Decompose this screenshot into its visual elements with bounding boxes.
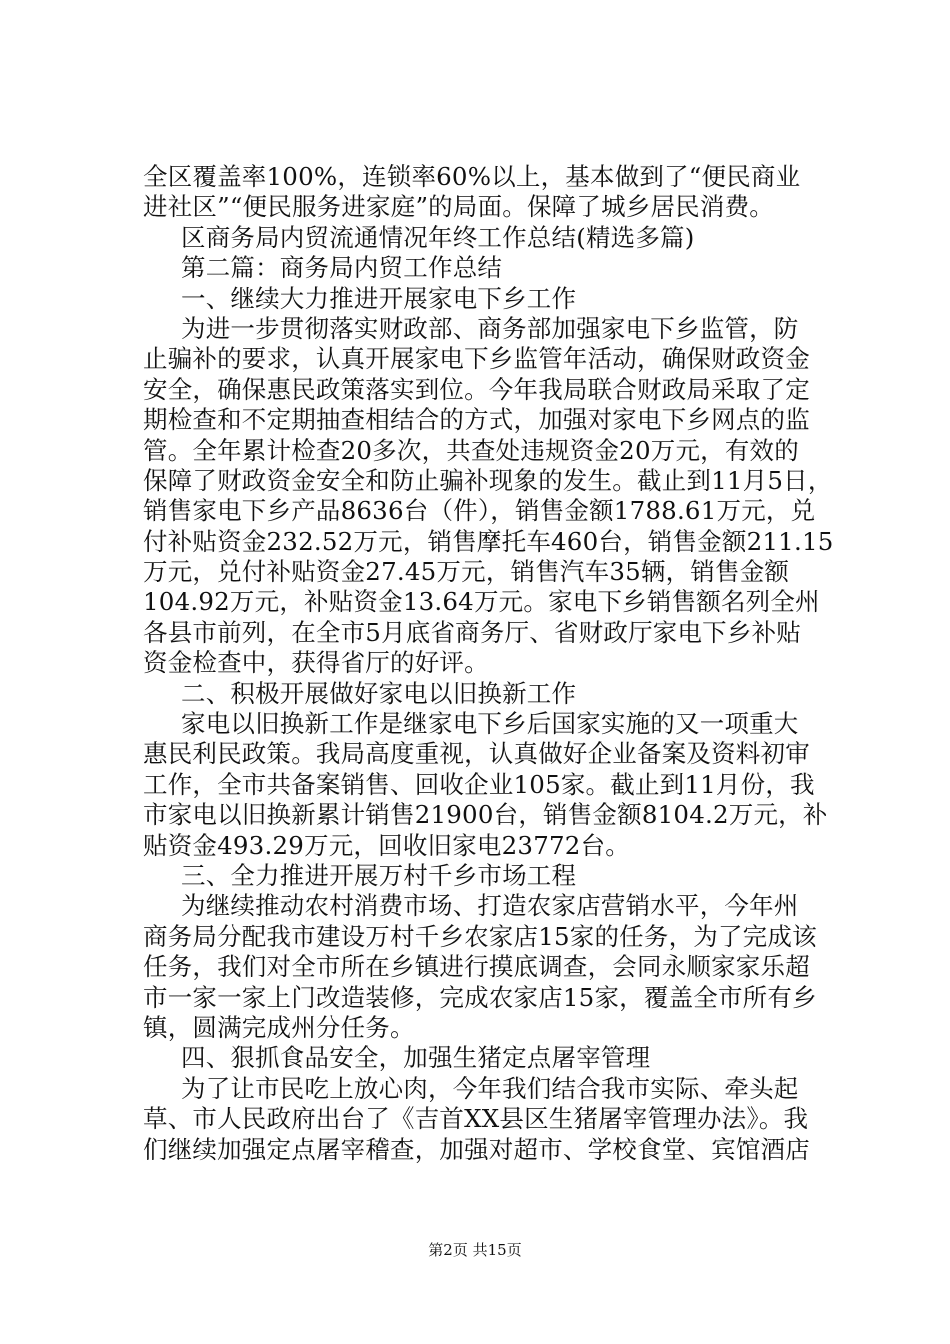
text-line: 安全，确保惠民政策落实到位。今年我局联合财政局采取了定 <box>143 374 810 404</box>
section-heading: 二、积极开展做好家电以旧换新工作 <box>181 678 577 708</box>
text-line: 市家电以旧换新累计销售21900台，销售金额8104.2万元，补 <box>143 800 828 830</box>
text-line: 销售家电下乡产品8636台（件），销售金额1788.61万元，兑 <box>143 496 816 526</box>
text-line: 市一家一家上门改造装修，完成农家店15家，覆盖全市所有乡 <box>143 982 817 1012</box>
text-line: 商务局分配我市建设万村千乡农家店15家的任务，为了完成该 <box>143 921 817 951</box>
text-line: 资金检查中，获得省厅的好评。 <box>143 648 489 678</box>
text-line: 止骗补的要求，认真开展家电下乡监管年活动，确保财政资金 <box>143 344 810 374</box>
text-line: 为继续推动农村消费市场、打造农家店营销水平，今年州 <box>181 891 799 921</box>
page-number-footer: 第2页 共15页 <box>428 1241 522 1259</box>
text-line: 全区覆盖率100%，连锁率60%以上，基本做到了“便民商业 <box>143 162 801 191</box>
text-line: 付补贴资金232.52万元，销售摩托车460台，销售金额211.15 <box>143 526 834 556</box>
text-line: 管。全年累计检查20多次，共查处违规资金20万元，有效的 <box>143 435 799 465</box>
text-line: 104.92万元，补贴资金13.64万元。家电下乡销售额名列全州 <box>143 587 820 617</box>
section-heading: 四、狠抓食品安全，加强生猪定点屠宰管理 <box>181 1043 651 1073</box>
text-line: 进社区”“便民服务进家庭”的局面。保障了城乡居民消费。 <box>143 192 774 222</box>
text-line: 惠民利民政策。我局高度重视，认真做好企业备案及资料初审 <box>143 739 810 769</box>
document-body <box>143 162 835 1165</box>
section-heading: 三、全力推进开展万村千乡市场工程 <box>181 860 577 890</box>
text-line: 草、市人民政府出台了《吉首XX县区生猪屠宰管理办法》。我 <box>143 1104 809 1134</box>
text-line: 们继续加强定点屠宰稽查，加强对超市、学校食堂、宾馆酒店 <box>143 1134 810 1164</box>
text-line: 任务，我们对全市所在乡镇进行摸底调查，会同永顺家家乐超 <box>143 952 810 982</box>
text-line: 工作，全市共备案销售、回收企业105家。截止到11月份，我 <box>143 769 815 799</box>
section-heading: 一、继续大力推进开展家电下乡工作 <box>181 283 577 313</box>
text-line: 万元，兑付补贴资金27.45万元，销售汽车35辆，销售金额 <box>143 557 790 587</box>
text-line: 各县市前列，在全市5月底省商务厅、省财政厅家电下乡补贴 <box>143 617 801 647</box>
text-line: 保障了财政资金安全和防止骗补现象的发生。截止到11月5日， <box>143 465 833 495</box>
text-line: 贴资金493.29万元，回收旧家电23772台。 <box>143 830 630 860</box>
document-title: 区商务局内贸流通情况年终工作总结(精选多篇) <box>181 222 695 252</box>
text-line: 镇，圆满完成州分任务。 <box>143 1012 415 1042</box>
text-line: 期检查和不定期抽查相结合的方式，加强对家电下乡网点的监 <box>143 405 810 435</box>
text-line: 家电以旧换新工作是继家电下乡后国家实施的又一项重大 <box>181 709 799 739</box>
text-line: 为了让市民吃上放心肉，今年我们结合我市实际、牵头起 <box>181 1073 799 1103</box>
text-line: 为进一步贯彻落实财政部、商务部加强家电下乡监管，防 <box>181 313 799 343</box>
section-title: 第二篇：商务局内贸工作总结 <box>181 253 503 283</box>
